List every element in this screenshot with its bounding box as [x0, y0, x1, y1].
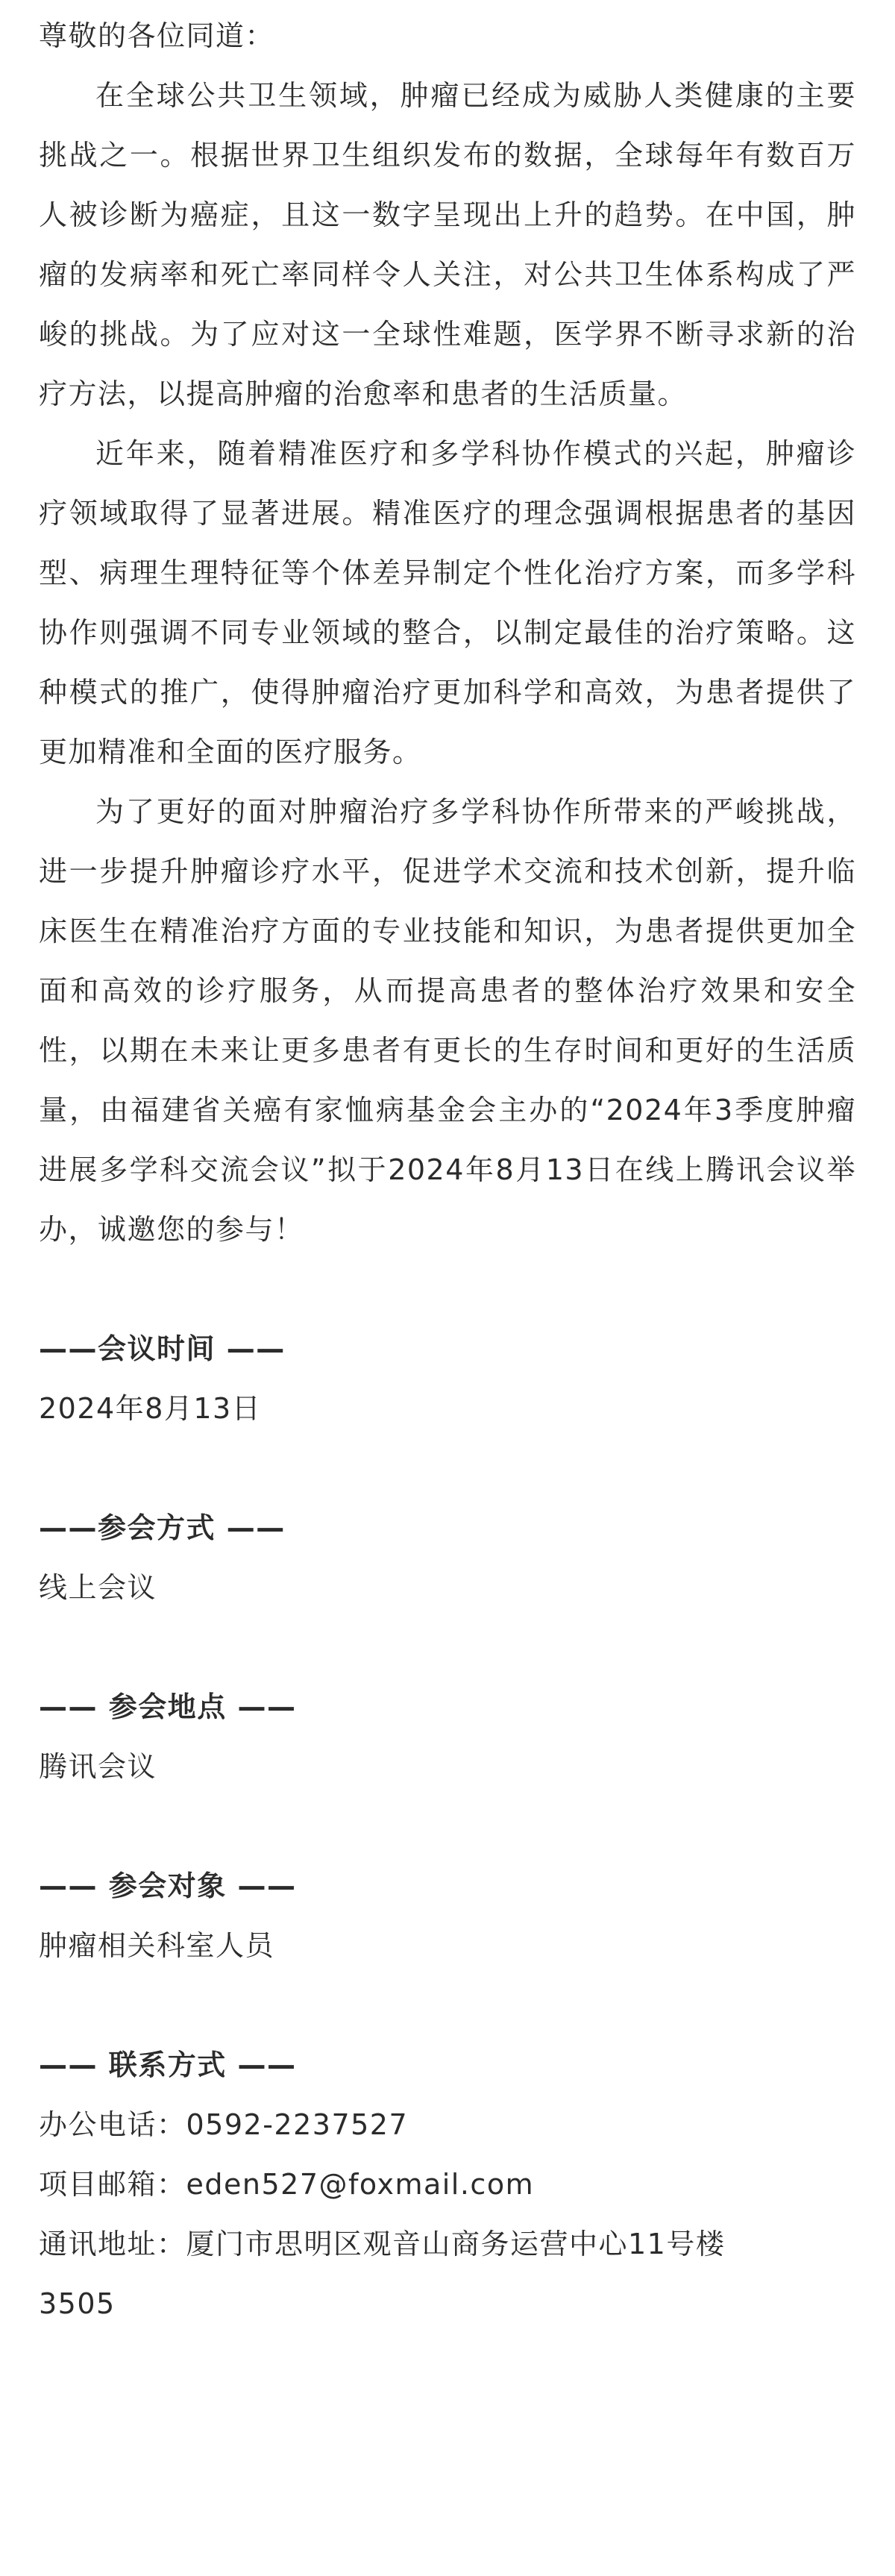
paragraph-progress: 近年来，随着精准医疗和多学科协作模式的兴起，肿瘤诊疗领域取得了显著进展。精准医疗的理念强调根据患者的基因型、病理生理特征等个体差异制定个性化治疗方案，而多学科协作则强调不同专业领域的整合，以制定最佳的治疗策略。这种模式的推广，使得肿瘤治疗更加科学和高效，为患者提供了更加精准和全面的医疗服务。 [39, 437, 856, 768]
section-audience [39, 1856, 856, 1975]
paragraph-intro: 在全球公共卫生领域，肿瘤已经成为威胁人类健康的主要挑战之一。根据世界卫生组织发布的数据，全球每年有数百万人被诊断为癌症，且这一数字呈现出上升的趋势。在中国，肿瘤的发病率和死亡率同样令人关注，对公共卫生体系构成了严峻的挑战。为了应对这一全球性难题，医学界不断寻求新的治疗方法，以提高肿瘤的治愈率和患者的生活质量。 [39, 79, 856, 410]
section-location [39, 1677, 856, 1796]
attendance-mode-value: 线上会议 [39, 1571, 157, 1604]
contact-address-line1: 通讯地址：厦门市思明区观音山商务运营中心11号楼 [39, 2228, 726, 2260]
contact-phone: 办公电话：0592-2237527 [39, 2108, 409, 2141]
paragraph-invitation: 为了更好的面对肿瘤治疗多学科协作所带来的严峻挑战，进一步提升肿瘤诊疗水平，促进学术交流和技术创新，提升临床医生在精准治疗方面的专业技能和知识，为患者提供更加全面和高效的诊疗服务，从而提高患者的整体治疗效果和安全性，以期在未来让更多患者有更长的生存时间和更好的生活质量，由福建省关癌有家恤病基金会主办的“2024年3季度肿瘤进展多学科交流会议”拟于2024年8月13日在线上腾讯会议举办，诚邀您的参与！ [39, 795, 856, 1246]
audience-value: 肿瘤相关科室人员 [39, 1929, 275, 1962]
section-attendance-mode [39, 1498, 856, 1617]
audience-heading: —— 参会对象 —— [39, 1870, 297, 1902]
contact-address-line2: 3505 [39, 2287, 116, 2320]
attendance-mode-heading: ——参会方式 —— [39, 1511, 286, 1544]
greeting: 尊敬的各位同道： [39, 19, 275, 52]
meeting-time-heading: ——会议时间 —— [39, 1332, 286, 1365]
location-value: 腾讯会议 [39, 1750, 157, 1783]
section-meeting-time [39, 1319, 856, 1438]
contact-heading: —— 联系方式 —— [39, 2049, 297, 2081]
contact-email: 项目邮箱：eden527@foxmail.com [39, 2168, 535, 2201]
meeting-time-value: 2024年8月13日 [39, 1392, 262, 1425]
location-heading: —— 参会地点 —— [39, 1690, 297, 1723]
section-contact [39, 2035, 856, 2334]
